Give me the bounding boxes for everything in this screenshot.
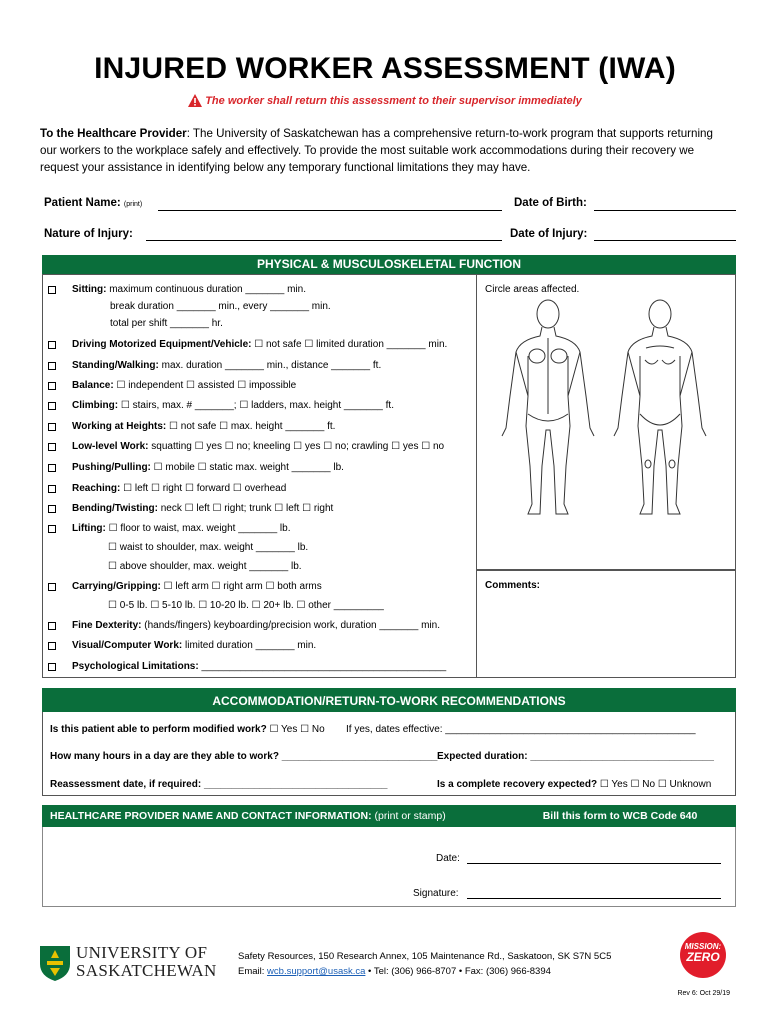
row-text: Balance: ☐ independent ☐ assisted ☐ impossible — [72, 380, 297, 391]
row-text: ☐ 0-5 lb. ☐ 5-10 lb. ☐ 10-20 lb. ☐ 20+ lb. ☐ other _________ — [108, 600, 384, 611]
row-checkbox[interactable] — [48, 525, 56, 533]
provider-date-label: Date: — [436, 853, 460, 864]
mission-zero-badge: MISSION: ZERO — [680, 932, 726, 978]
row-text: Fine Dexterity: (hands/fingers) keyboarding/precision work, duration _______ min. — [72, 620, 440, 631]
reassessment-field[interactable]: Reassessment date, if required: _________________________________ — [50, 779, 388, 790]
row-text: total per shift _______ hr. — [110, 318, 223, 329]
signature-label: Signature: — [413, 888, 459, 899]
intro-lead: To the Healthcare Provider — [40, 127, 187, 140]
recovery-options[interactable]: ☐ Yes ☐ No ☐ Unknown — [599, 779, 712, 790]
hours-per-day-field[interactable]: How many hours in a day are they able to work? ____________________________ — [50, 751, 438, 762]
footer-address: Safety Resources, 150 Research Annex, 105 Maintenance Rd., Saskatoon, SK S7N 5C5 — [238, 951, 612, 962]
row-checkbox[interactable] — [48, 382, 56, 390]
form-title: INJURED WORKER ASSESSMENT (IWA) — [94, 52, 676, 85]
email-link[interactable]: wcb.support@usask.ca — [267, 966, 366, 977]
intro-paragraph — [40, 125, 730, 176]
row-text: Visual/Computer Work: limited duration _______ min. — [72, 640, 317, 651]
accommodation-header: ACCOMMODATION/RETURN-TO-WORK RECOMMENDATIONS — [42, 688, 736, 712]
warning-line — [0, 94, 770, 107]
row-checkbox[interactable] — [48, 423, 56, 431]
injury-label: Nature of Injury: — [44, 228, 133, 240]
patient-name-field[interactable] — [158, 210, 502, 211]
print-hint: (print) — [123, 201, 143, 208]
expected-duration-field[interactable]: Expected duration: _________________________________ — [437, 751, 714, 762]
physical-header: PHYSICAL & MUSCULOSKELETAL FUNCTION — [42, 255, 736, 274]
billing-code: Bill this form to WCB Code 640 — [504, 805, 736, 827]
row-checkbox[interactable] — [48, 443, 56, 451]
circle-note: Circle areas affected. — [485, 284, 580, 295]
row-text: Climbing: ☐ stairs, max. # _______; ☐ ladders, max. height _______ ft. — [72, 400, 394, 411]
warning-icon — [188, 94, 202, 107]
row-text: Low-level Work: squatting ☐ yes ☐ no; kneeling ☐ yes ☐ no; crawling ☐ yes ☐ no — [72, 441, 445, 452]
row-checkbox[interactable] — [48, 341, 56, 349]
row-checkbox[interactable] — [48, 642, 56, 650]
row-text: Lifting: ☐ floor to waist, max. weight _______ lb. — [72, 523, 291, 534]
row-text: Reaching: ☐ left ☐ right ☐ forward ☐ overhead — [72, 483, 287, 494]
row-checkbox[interactable] — [48, 583, 56, 591]
row-checkbox[interactable] — [48, 464, 56, 472]
row-text: Pushing/Pulling: ☐ mobile ☐ static max. weight _______ lb. — [72, 462, 344, 473]
usask-logo-text: UNIVERSITY OF SASKATCHEWAN — [76, 943, 217, 980]
footer-contact: Safety Resources, 150 Research Annex, 105 Maintenance Rd., Saskatoon, SK S7N 5C5 Email: wcb.support@usask.ca • Tel: (306) 966-8707 • Fax: (306) 966-8394 — [238, 951, 612, 977]
row-checkbox[interactable] — [48, 663, 56, 671]
row-checkbox[interactable] — [48, 505, 56, 513]
modified-work-options[interactable]: ☐ Yes ☐ No — [269, 724, 325, 735]
row-text: Psychological Limitations: ____________________________________________ — [72, 661, 447, 672]
row-checkbox[interactable] — [48, 485, 56, 493]
dob-label: Date of Birth: — [514, 197, 587, 209]
row-checkbox[interactable] — [48, 622, 56, 630]
row-text: ☐ waist to shoulder, max. weight _______ lb. — [108, 542, 309, 553]
intro-body: : The University of Saskatchewan has a comprehensive return-to-work program that supports returning our workers to the workplace safely and effectively. To provide the most suitable work accommodations during their recovery we request your assistance in identifying below any temporary functional limitations they may have. — [40, 127, 713, 174]
recovery-question: Is a complete recovery expected? ☐ Yes ☐ No ☐ Unknown — [437, 779, 712, 790]
usask-crest-icon — [38, 944, 72, 982]
doi-field[interactable] — [594, 240, 736, 241]
row-text: Sitting: maximum continuous duration _______ min. — [72, 284, 306, 295]
row-checkbox[interactable] — [48, 402, 56, 410]
row-text: Bending/Twisting: neck ☐ left ☐ right; trunk ☐ left ☐ right — [72, 503, 334, 514]
patient-name-label: Patient Name: (print) — [44, 197, 143, 209]
provider-date-field[interactable] — [467, 863, 721, 864]
row-text: break duration _______ min., every _______ min. — [110, 301, 331, 312]
dob-field[interactable] — [594, 210, 736, 211]
row-text: Standing/Walking: max. duration _______ min., distance _______ ft. — [72, 360, 382, 371]
row-checkbox[interactable] — [48, 362, 56, 370]
row-text: Working at Heights: ☐ not safe ☐ max. height _______ ft. — [72, 421, 336, 432]
doi-label: Date of Injury: — [510, 228, 588, 240]
row-text: ☐ above shoulder, max. weight _______ lb. — [108, 561, 302, 572]
modified-work-question: Is this patient able to perform modified work? ☐ Yes ☐ No — [50, 724, 325, 735]
dates-effective-field[interactable]: If yes, dates effective: _____________________________________________ — [346, 724, 696, 735]
body-diagram[interactable] — [500, 296, 720, 520]
signature-field[interactable] — [467, 898, 721, 899]
row-text: Driving Motorized Equipment/Vehicle: ☐ not safe ☐ limited duration _______ min. — [72, 339, 448, 350]
warning-text: The worker shall return this assessment to their supervisor immediately — [205, 95, 582, 107]
comments-label: Comments: — [485, 580, 541, 591]
row-checkbox[interactable] — [48, 286, 56, 294]
revision-date: Rev 6: Oct 29/19 — [677, 990, 730, 997]
injury-field[interactable] — [146, 240, 502, 241]
provider-header: HEALTHCARE PROVIDER NAME AND CONTACT INFORMATION: (print or stamp) — [42, 805, 504, 827]
row-text: Carrying/Gripping: ☐ left arm ☐ right arm ☐ both arms — [72, 581, 322, 592]
